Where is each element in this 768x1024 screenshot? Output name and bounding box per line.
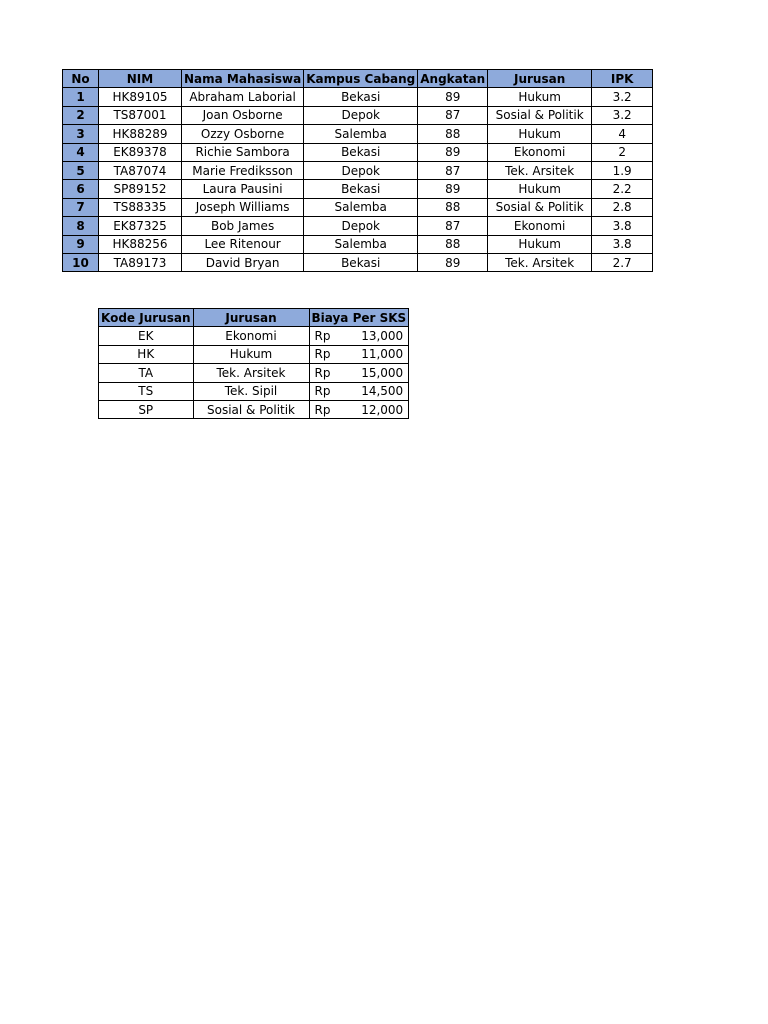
table-row — [63, 235, 653, 253]
fee-amount: 11,000 — [361, 347, 404, 362]
table-row — [63, 106, 653, 124]
cell-ipk: 2.2 — [592, 180, 653, 198]
table-row — [99, 364, 409, 382]
cell-nim: TA89173 — [99, 253, 182, 271]
cell-nama-mahasiswa: Marie Frediksson — [182, 161, 304, 179]
fee-amount: 12,000 — [361, 402, 404, 417]
cell-no: 1 — [63, 88, 99, 106]
cell-kampus-cabang: Salemba — [304, 198, 418, 216]
cell-biaya-per-sks — [309, 382, 409, 400]
currency-label: Rp — [314, 384, 331, 399]
cell-nama-mahasiswa: David Bryan — [182, 253, 304, 271]
cell-nim: HK89105 — [99, 88, 182, 106]
cell-no: 6 — [63, 180, 99, 198]
cell-ipk: 1.9 — [592, 161, 653, 179]
cell-nim: HK88256 — [99, 235, 182, 253]
cell-nim: TS87001 — [99, 106, 182, 124]
cell-jurusan: Ekonomi — [488, 143, 592, 161]
cell-jurusan: Hukum — [193, 345, 309, 363]
cell-jurusan: Hukum — [488, 180, 592, 198]
majors-fee-table — [98, 308, 409, 419]
header-no: No — [63, 70, 99, 88]
header-kampus-cabang: Kampus Cabang — [304, 70, 418, 88]
table-row — [63, 253, 653, 271]
cell-no: 9 — [63, 235, 99, 253]
cell-jurusan: Tek. Sipil — [193, 382, 309, 400]
cell-jurusan: Hukum — [488, 125, 592, 143]
cell-ipk: 3.2 — [592, 88, 653, 106]
cell-biaya-per-sks — [309, 400, 409, 418]
cell-kampus-cabang: Bekasi — [304, 143, 418, 161]
cell-nim: EK87325 — [99, 217, 182, 235]
cell-nama-mahasiswa: Bob James — [182, 217, 304, 235]
cell-no: 2 — [63, 106, 99, 124]
cell-angkatan: 87 — [418, 106, 488, 124]
cell-angkatan: 88 — [418, 235, 488, 253]
table-row — [99, 400, 409, 418]
cell-ipk: 3.8 — [592, 235, 653, 253]
cell-kode-jurusan: TA — [99, 364, 194, 382]
cell-kode-jurusan: HK — [99, 345, 194, 363]
header-ipk: IPK — [592, 70, 653, 88]
cell-nama-mahasiswa: Ozzy Osborne — [182, 125, 304, 143]
students-header-row — [63, 70, 653, 88]
cell-kampus-cabang: Depok — [304, 217, 418, 235]
cell-ipk: 3.2 — [592, 106, 653, 124]
cell-kode-jurusan: EK — [99, 327, 194, 345]
fee-amount: 15,000 — [361, 365, 404, 380]
cell-ipk: 2.7 — [592, 253, 653, 271]
cell-nama-mahasiswa: Laura Pausini — [182, 180, 304, 198]
table-row — [63, 180, 653, 198]
cell-jurusan: Hukum — [488, 88, 592, 106]
cell-kampus-cabang: Depok — [304, 161, 418, 179]
table-row — [63, 125, 653, 143]
cell-jurusan: Hukum — [488, 235, 592, 253]
cell-no: 3 — [63, 125, 99, 143]
header-kode-jurusan: Kode Jurusan — [99, 309, 194, 327]
cell-ipk: 2.8 — [592, 198, 653, 216]
cell-angkatan: 89 — [418, 180, 488, 198]
table-row — [63, 143, 653, 161]
cell-nim: TA87074 — [99, 161, 182, 179]
cell-angkatan: 87 — [418, 161, 488, 179]
cell-biaya-per-sks — [309, 345, 409, 363]
cell-jurusan: Sosial & Politik — [488, 198, 592, 216]
cell-kampus-cabang: Bekasi — [304, 180, 418, 198]
cell-angkatan: 88 — [418, 198, 488, 216]
header-biaya-per-sks: Biaya Per SKS — [309, 309, 409, 327]
cell-biaya-per-sks — [309, 364, 409, 382]
cell-nama-mahasiswa: Joseph Williams — [182, 198, 304, 216]
cell-nama-mahasiswa: Lee Ritenour — [182, 235, 304, 253]
cell-no: 5 — [63, 161, 99, 179]
cell-nama-mahasiswa: Abraham Laborial — [182, 88, 304, 106]
cell-nama-mahasiswa: Richie Sambora — [182, 143, 304, 161]
cell-kampus-cabang: Depok — [304, 106, 418, 124]
fee-amount: 14,500 — [361, 384, 404, 399]
cell-nim: SP89152 — [99, 180, 182, 198]
cell-angkatan: 87 — [418, 217, 488, 235]
cell-no: 4 — [63, 143, 99, 161]
cell-kampus-cabang: Salemba — [304, 125, 418, 143]
table-row — [63, 161, 653, 179]
cell-jurusan: Tek. Arsitek — [193, 364, 309, 382]
header-jurusan: Jurusan — [193, 309, 309, 327]
table-row — [99, 382, 409, 400]
cell-nim: EK89378 — [99, 143, 182, 161]
majors-header-row — [99, 309, 409, 327]
cell-jurusan: Sosial & Politik — [488, 106, 592, 124]
cell-angkatan: 89 — [418, 143, 488, 161]
header-angkatan: Angkatan — [418, 70, 488, 88]
header-jurusan: Jurusan — [488, 70, 592, 88]
cell-no: 10 — [63, 253, 99, 271]
cell-angkatan: 89 — [418, 253, 488, 271]
cell-ipk: 4 — [592, 125, 653, 143]
currency-label: Rp — [314, 329, 331, 344]
cell-kode-jurusan: TS — [99, 382, 194, 400]
cell-ipk: 3.8 — [592, 217, 653, 235]
cell-ipk: 2 — [592, 143, 653, 161]
table-row — [99, 345, 409, 363]
cell-angkatan: 88 — [418, 125, 488, 143]
table-row — [63, 198, 653, 216]
table-row — [63, 217, 653, 235]
cell-kampus-cabang: Bekasi — [304, 88, 418, 106]
cell-biaya-per-sks — [309, 327, 409, 345]
header-nama-mahasiswa: Nama Mahasiswa — [182, 70, 304, 88]
cell-no: 8 — [63, 217, 99, 235]
table-row — [99, 327, 409, 345]
cell-angkatan: 89 — [418, 88, 488, 106]
table-row — [63, 88, 653, 106]
cell-jurusan: Sosial & Politik — [193, 400, 309, 418]
cell-jurusan: Tek. Arsitek — [488, 253, 592, 271]
cell-kampus-cabang: Bekasi — [304, 253, 418, 271]
cell-jurusan: Ekonomi — [193, 327, 309, 345]
students-table — [62, 69, 653, 272]
cell-kode-jurusan: SP — [99, 400, 194, 418]
cell-kampus-cabang: Salemba — [304, 235, 418, 253]
cell-jurusan: Tek. Arsitek — [488, 161, 592, 179]
cell-jurusan: Ekonomi — [488, 217, 592, 235]
cell-nama-mahasiswa: Joan Osborne — [182, 106, 304, 124]
fee-amount: 13,000 — [361, 329, 404, 344]
currency-label: Rp — [314, 347, 331, 362]
cell-no: 7 — [63, 198, 99, 216]
currency-label: Rp — [314, 402, 331, 417]
currency-label: Rp — [314, 365, 331, 380]
cell-nim: HK88289 — [99, 125, 182, 143]
cell-nim: TS88335 — [99, 198, 182, 216]
header-nim: NIM — [99, 70, 182, 88]
